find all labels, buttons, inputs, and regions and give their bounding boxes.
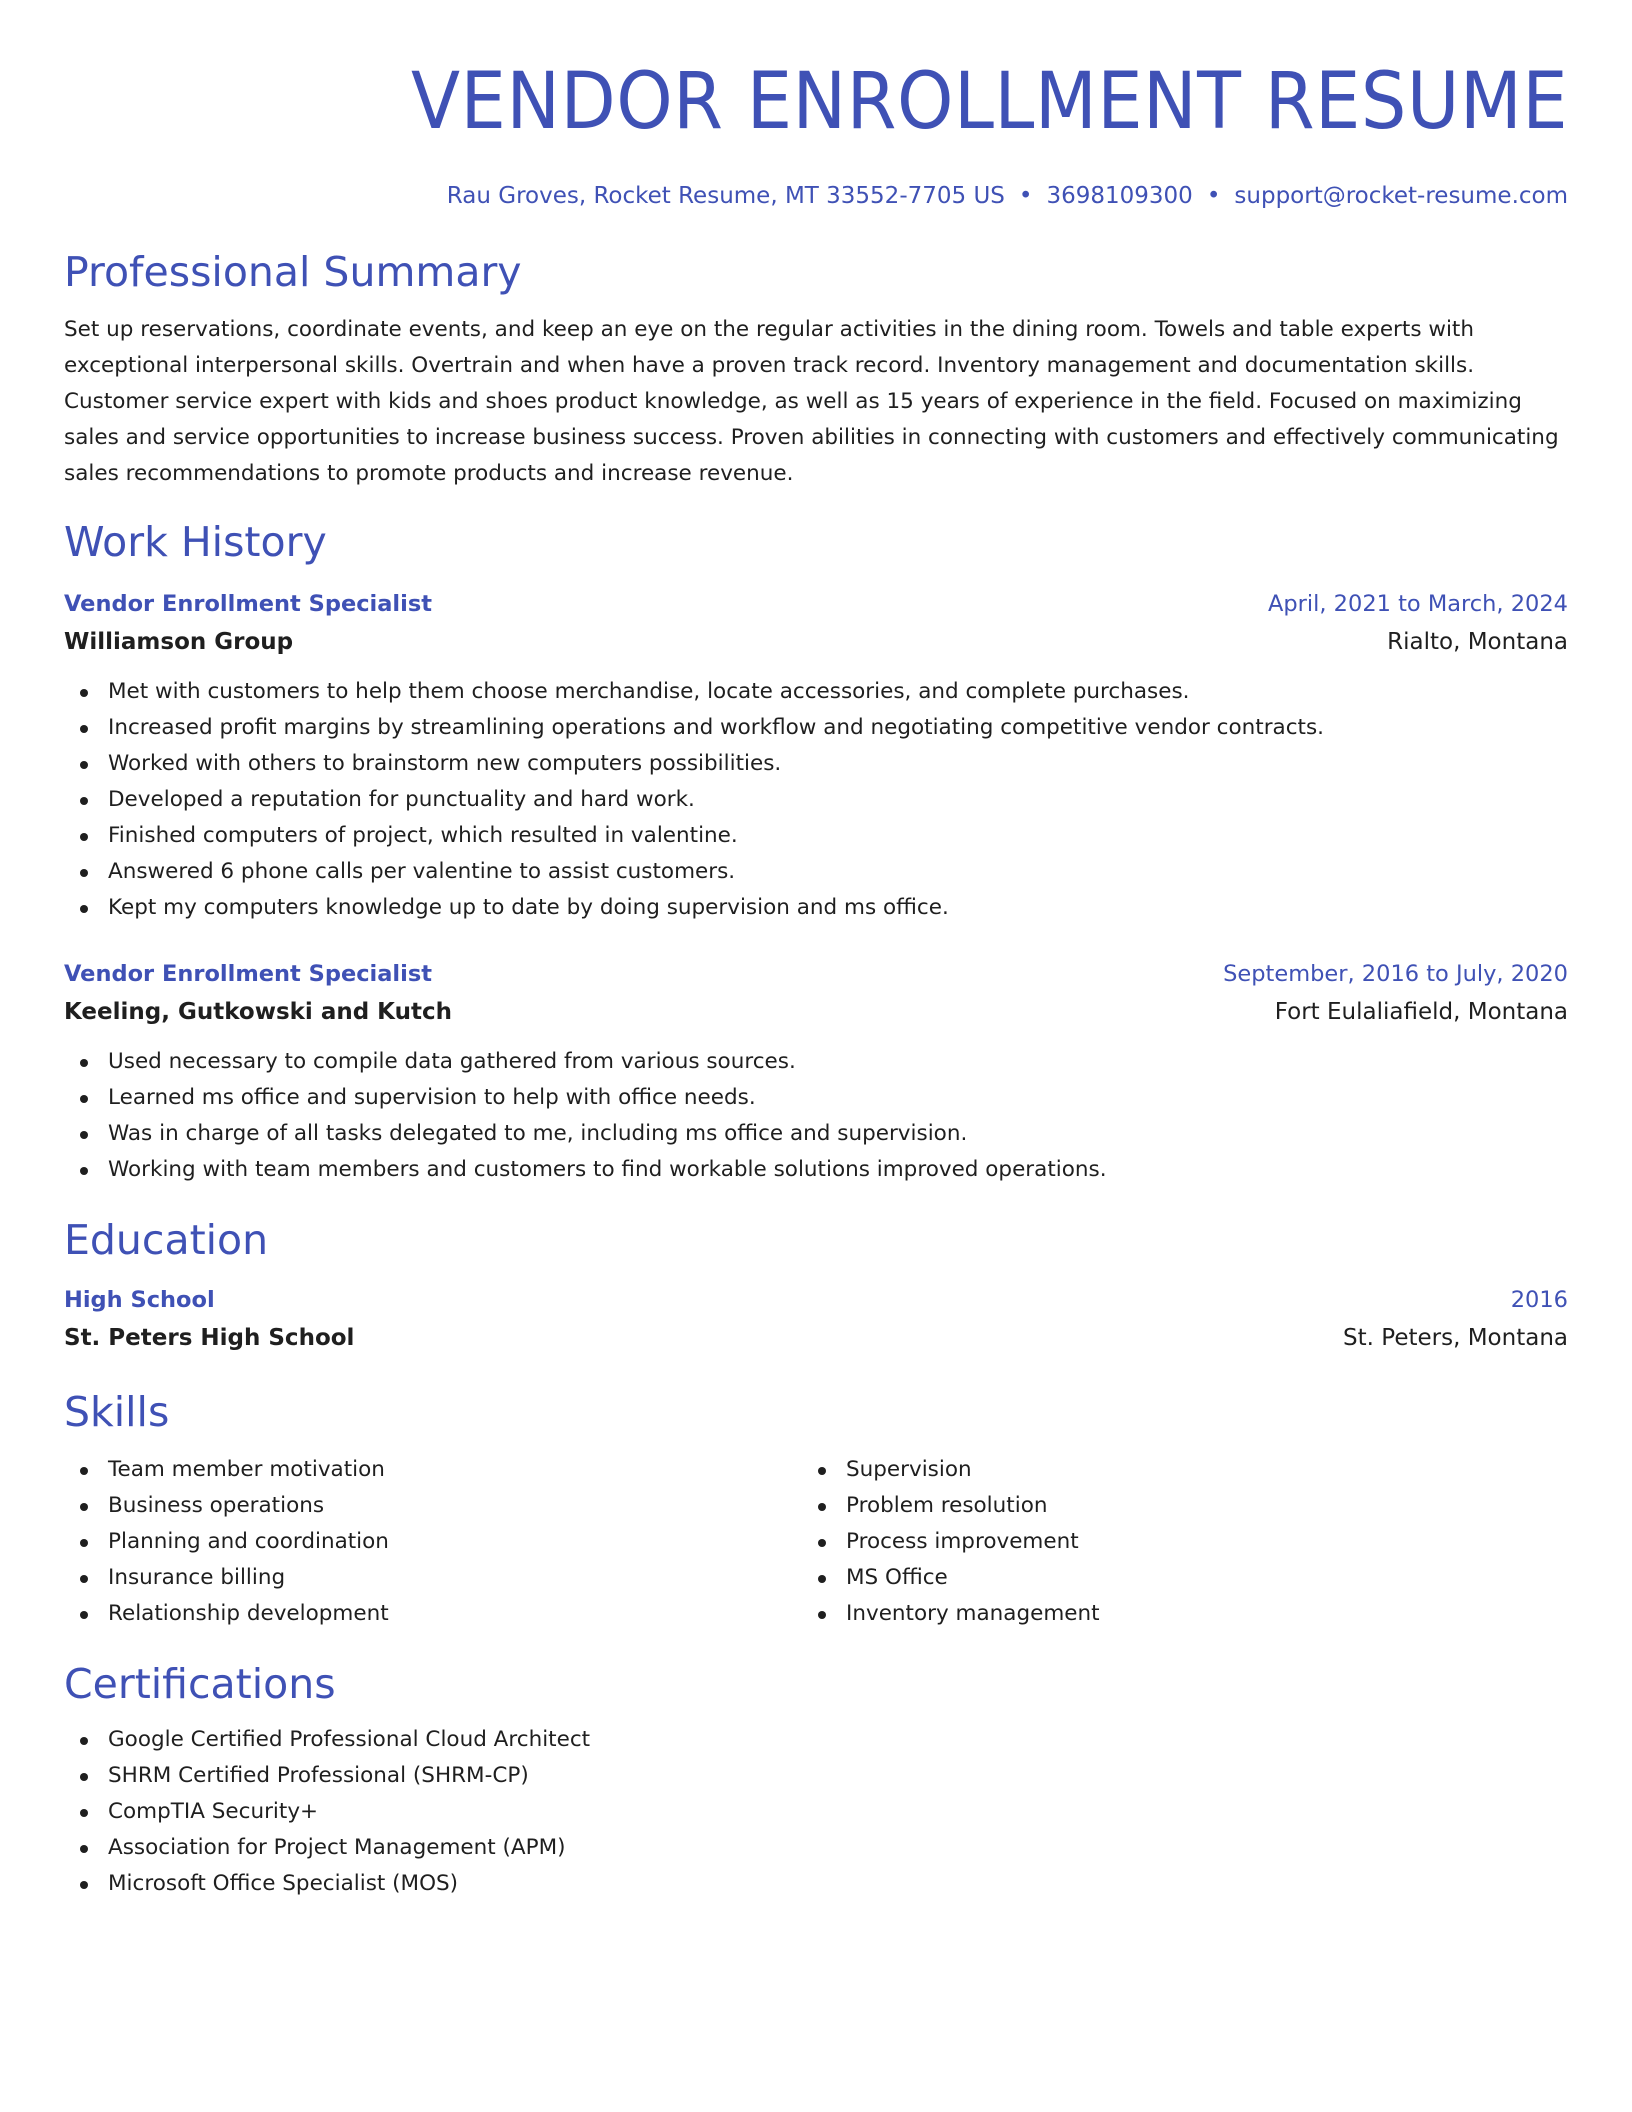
education-entry [64, 1282, 1568, 1358]
certifications-section [64, 1658, 1568, 1902]
job-location: Rialto, Montana [1387, 629, 1568, 655]
summary-text: Set up reservations, coordinate events, and keep an eye on the regular activities in the dining room. Towels and table experts with exceptional interpersonal skills. Overtrain and when have a proven track record. Inventory management and documentation skills. Customer service expert with kids and shoes product knowledge, as well as 15 years of experience in the field. Focused on maximizing sales and service opportunities to increase business success. Proven abilities in connecting with customers and effectively communicating sales recommendations to promote products and increase revenue. [64, 317, 1559, 486]
job-bullet: Was in charge of all tasks delegated to me, including ms office and supervision. [64, 1116, 1568, 1152]
job-bullet: Answered 6 phone calls per valentine to assist customers. [64, 854, 1568, 890]
work-history-section [64, 516, 1568, 1188]
contact-line [64, 180, 1568, 212]
resume-header [64, 0, 1568, 212]
education-degree: High School [64, 1287, 215, 1313]
job-entry [64, 956, 1568, 1188]
skill-item: Business operations [64, 1488, 802, 1524]
work-history-heading: Work History [64, 518, 327, 566]
skill-item: Inventory management [802, 1596, 1540, 1632]
job-bullets [64, 674, 1568, 926]
job-bullet: Met with customers to help them choose merchandise, locate accessories, and complete purchases. [64, 674, 1568, 710]
skill-item: MS Office [802, 1560, 1540, 1596]
contact-email[interactable]: support@rocket-resume.com [1234, 183, 1568, 209]
job-bullet: Increased profit margins by streamlining operations and workflow and negotiating competitive vendor contracts. [64, 710, 1568, 746]
job-bullet: Kept my computers knowledge up to date by doing supervision and ms office. [64, 890, 1568, 926]
job-company: Keeling, Gutkowski and Kutch [64, 999, 452, 1025]
skill-item: Team member motivation [64, 1452, 802, 1488]
contact-address: Rau Groves, Rocket Resume, MT 33552-7705 US [446, 183, 1005, 209]
certification-item: CompTIA Security+ [64, 1794, 1568, 1830]
education-location: St. Peters, Montana [1343, 1325, 1568, 1351]
certifications-list [64, 1722, 1568, 1902]
certification-item: Google Certified Professional Cloud Architect [64, 1722, 1568, 1758]
job-entry [64, 586, 1568, 926]
education-year: 2016 [1510, 1287, 1568, 1313]
job-bullets [64, 1044, 1568, 1188]
job-location: Fort Eulaliafield, Montana [1274, 999, 1568, 1025]
skill-item: Supervision [802, 1452, 1540, 1488]
resume-title: VENDOR ENROLLMENT RESUME [410, 57, 1569, 147]
job-company: Williamson Group [64, 629, 294, 655]
skills-grid [64, 1452, 1568, 1632]
certification-item: SHRM Certified Professional (SHRM-CP) [64, 1758, 1568, 1794]
job-bullet: Learned ms office and supervision to help with office needs. [64, 1080, 1568, 1116]
job-bullet: Finished computers of project, which resulted in valentine. [64, 818, 1568, 854]
job-role: Vendor Enrollment Specialist [64, 591, 433, 617]
skills-column-right [802, 1452, 1540, 1632]
skill-item: Problem resolution [802, 1488, 1540, 1524]
job-role: Vendor Enrollment Specialist [64, 961, 433, 987]
education-section [64, 1214, 1568, 1358]
certification-item: Microsoft Office Specialist (MOS) [64, 1866, 1568, 1902]
certifications-heading: Certifications [64, 1660, 336, 1708]
skills-heading: Skills [64, 1388, 170, 1436]
contact-phone: 3698109300 [1046, 183, 1193, 209]
skill-item: Process improvement [802, 1524, 1540, 1560]
skill-item: Planning and coordination [64, 1524, 802, 1560]
skills-section [64, 1386, 1568, 1632]
job-dates: September, 2016 to July, 2020 [1223, 961, 1568, 987]
contact-separator: • [1018, 183, 1033, 209]
job-dates: April, 2021 to March, 2024 [1267, 591, 1568, 617]
job-bullet: Used necessary to compile data gathered from various sources. [64, 1044, 1568, 1080]
contact-separator: • [1206, 183, 1221, 209]
education-heading: Education [64, 1216, 269, 1264]
skill-item: Relationship development [64, 1596, 802, 1632]
education-school: St. Peters High School [64, 1325, 355, 1351]
summary-section [64, 246, 1568, 492]
summary-heading: Professional Summary [64, 248, 522, 296]
skills-column-left [64, 1452, 802, 1632]
skill-item: Insurance billing [64, 1560, 802, 1596]
certification-item: Association for Project Management (APM) [64, 1830, 1568, 1866]
job-bullet: Worked with others to brainstorm new computers possibilities. [64, 746, 1568, 782]
job-bullet: Developed a reputation for punctuality and hard work. [64, 782, 1568, 818]
job-bullet: Working with team members and customers to find workable solutions improved operations. [64, 1152, 1568, 1188]
